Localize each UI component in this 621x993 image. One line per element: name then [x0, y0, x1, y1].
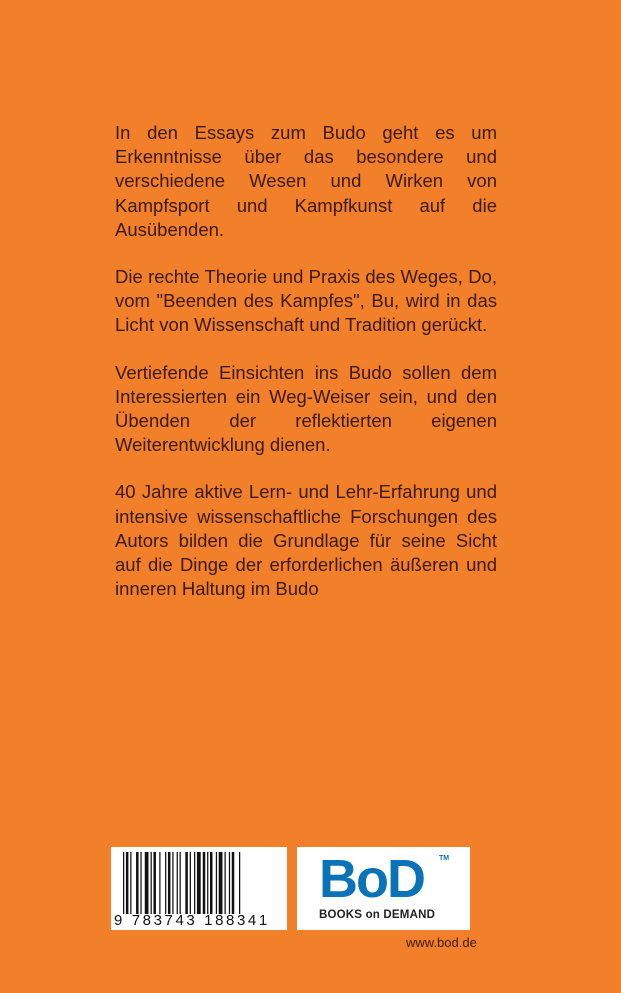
barcode-bar [216, 852, 217, 914]
barcode-bar [232, 852, 235, 914]
blurb-line: Interessierten ein Weg-Weiser sein, und den [115, 385, 497, 407]
blurb-line: In den Essays zum Budo geht es um [115, 122, 497, 143]
blurb-line: verschiedene Wesen und Wirken von [115, 170, 497, 192]
blurb-line: Autors bilden die Grundlage für seine Sicht [115, 529, 497, 551]
isbn-barcode [111, 847, 287, 930]
barcode-bar [130, 852, 131, 914]
barcode-bar [140, 852, 141, 914]
barcode-bar [203, 852, 206, 914]
blurb-line: auf die Dinge der erforderlichen äußeren und [115, 554, 497, 576]
trademark: TM [439, 855, 450, 862]
barcode-bar [210, 852, 213, 914]
barcode-bar [153, 852, 156, 914]
blurb-text [115, 121, 497, 624]
blurb-line: Ausübenden. [115, 218, 225, 240]
blurb-paragraph [115, 480, 497, 601]
blurb-line: Die rechte Theorie und Praxis des Weges, Do, [115, 266, 497, 288]
blurb-line: Weiterentwicklung dienen. [115, 434, 331, 456]
blurb-line: intensive wissenschaftliche Forschungen des [115, 505, 497, 527]
blurb-line: Vertiefende Einsichten ins Budo sollen dem [115, 361, 497, 383]
blurb-paragraph [115, 361, 497, 458]
publisher-tagline: BOOKS on DEMAND [319, 909, 436, 921]
barcode-bar [180, 852, 181, 914]
bod-logo-text: BoD [319, 849, 424, 909]
barcode-bar [126, 852, 128, 914]
barcode-bar [159, 852, 160, 914]
publisher-url: www.bod.de [406, 935, 477, 950]
publisher-logo [297, 847, 470, 930]
blurb-line: Licht von Wissenschaft und Tradition gerückt. [115, 314, 488, 336]
blurb-paragraph [115, 121, 497, 242]
barcode-bar [172, 852, 173, 914]
barcode-bar [185, 852, 188, 914]
isbn-number: 9 783743 188341 [114, 912, 270, 929]
barcode-bars [123, 852, 275, 914]
blurb-line: inneren Haltung im Budo [115, 578, 319, 600]
barcode-bar [194, 852, 195, 914]
barcode-bar [197, 852, 201, 914]
barcode-bar [177, 852, 178, 914]
barcode-bar [239, 852, 240, 914]
blurb-line: 40 Jahre aktive Lern- und Lehr-Erfahrung und [115, 481, 497, 503]
barcode-bar [123, 852, 124, 914]
barcode-bar [225, 852, 226, 914]
barcode-bar [229, 852, 230, 914]
blurb-line: Kampfsport und Kampfkunst auf die [115, 194, 497, 216]
barcode-bar [151, 852, 152, 914]
barcode-bar [190, 852, 191, 914]
barcode-bar [207, 852, 208, 914]
blurb-paragraph [115, 265, 497, 338]
barcode-bar [165, 852, 166, 914]
barcode-bar [219, 852, 223, 914]
blurb-line: vom "Beenden des Kampfes", Bu, wird in das [115, 290, 497, 312]
blurb-line: Übenden der reflektierten eigenen [115, 410, 497, 432]
barcode-bar [145, 852, 149, 914]
barcode-bar [168, 852, 171, 914]
barcode-bar [136, 852, 139, 914]
blurb-line: Erkenntnisse über das besondere und [115, 146, 497, 168]
